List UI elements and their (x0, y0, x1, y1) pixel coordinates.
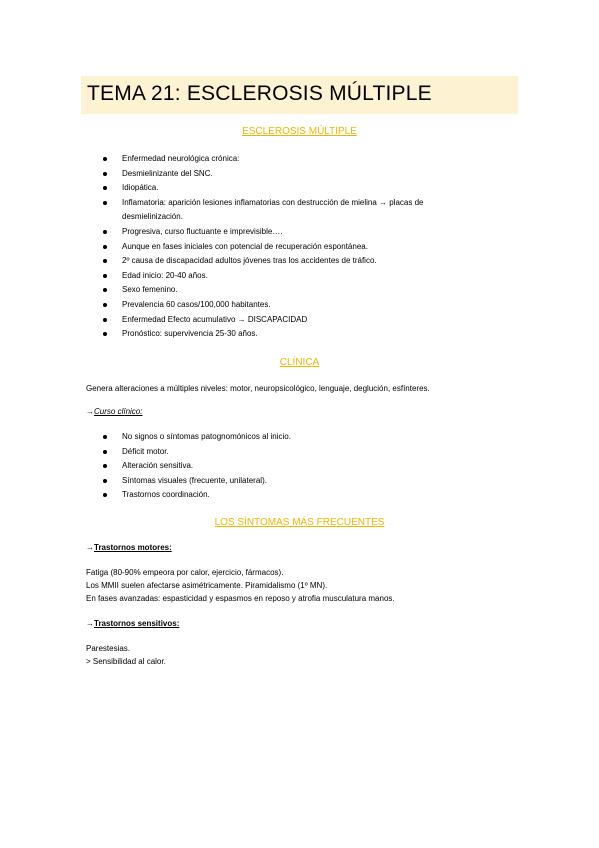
bullet-dot-icon (103, 157, 107, 161)
list-item: 2º causa de discapacidad adultos jóvenes tras los accidentes de tráfico. (86, 254, 424, 269)
bullet-dot-icon (103, 464, 107, 468)
clinica-bullet-list (86, 430, 291, 503)
trastornos-sensitivos-label: Trastornos sensitivos: (94, 619, 180, 628)
clinica-intro: Genera alteraciones a múltiples niveles: motor, neuropsicológico, lenguaje, deglución, esfínteres. (86, 384, 430, 393)
bullet-dot-icon (103, 288, 107, 292)
bullet-dot-icon (103, 450, 107, 454)
esclerosis-bullet-list (86, 152, 424, 342)
list-item: Síntomas visuales (frecuente, unilateral). (86, 474, 291, 489)
arrow-right-icon: → (86, 407, 94, 416)
bullet-dot-icon (103, 435, 107, 439)
list-item: Enfermedad neurológica crónica: (86, 152, 424, 167)
bullet-dot-icon (103, 332, 107, 336)
bullet-dot-icon (103, 303, 107, 307)
bullet-dot-icon (103, 245, 107, 249)
curso-clinico-subheading (86, 407, 142, 416)
bullet-dot-icon (103, 259, 107, 263)
list-item: Prevalencia 60 casos/100,000 habitantes. (86, 298, 424, 313)
trastornos-motores-text (86, 566, 395, 605)
curso-clinico-label: Curso clínico: (94, 407, 143, 416)
bullet-dot-icon (103, 318, 107, 322)
list-item: Idiopática. (86, 181, 424, 196)
bullet-dot-icon (103, 201, 107, 205)
title-band (81, 76, 518, 114)
trastornos-motores-subheading (86, 543, 172, 552)
text-line: En fases avanzadas: espasticidad y espasmos en reposo y atrofia musculatura manos. (86, 594, 395, 603)
bullet-dot-icon (103, 230, 107, 234)
list-item: Aunque en fases iniciales con potencial de recuperación espontánea. (86, 240, 424, 255)
list-item: Edad inicio: 20-40 años. (86, 269, 424, 284)
page-title: TEMA 21: ESCLEROSIS MÚLTIPLE (87, 82, 432, 105)
list-item: Trastornos coordinación. (86, 488, 291, 503)
arrow-right-icon: → (86, 619, 94, 628)
bullet-dot-icon (103, 172, 107, 176)
text-line: Parestesias. (86, 644, 131, 653)
list-item: Inflamatoria: aparición lesiones inflamatorias con destrucción de mielina → placas de desmielinización. (86, 196, 424, 225)
trastornos-sensitivos-text (86, 642, 166, 668)
trastornos-sensitivos-subheading (86, 619, 179, 628)
list-item: Pronóstico: supervivencia 25-30 años. (86, 327, 424, 342)
list-item: Déficit motor. (86, 445, 291, 460)
list-item: Enfermedad Efecto acumulativo → DISCAPACIDAD (86, 313, 424, 328)
list-item: No signos o síntomas patognomónicos al inicio. (86, 430, 291, 445)
arrow-right-icon: → (86, 543, 94, 552)
text-line: > Sensibilidad al calor. (86, 657, 166, 666)
bullet-dot-icon (103, 493, 107, 497)
bullet-dot-icon (103, 274, 107, 278)
trastornos-motores-label: Trastornos motores: (94, 543, 172, 552)
bullet-dot-icon (103, 186, 107, 190)
section-heading-sintomas: LOS SÍNTOMAS MÁS FRECUENTES (214, 517, 385, 528)
list-item: Desmielinizante del SNC. (86, 167, 424, 182)
list-item: Alteración sensitiva. (86, 459, 291, 474)
list-item: Sexo femenino. (86, 283, 424, 298)
section-heading-clinica: CLÍNICA (279, 357, 320, 368)
bullet-dot-icon (103, 479, 107, 483)
text-line: Los MMII suelen afectarse asimétricamente. Piramidalismo (1º MN). (86, 581, 328, 590)
list-item: Progresiva, curso fluctuante e imprevisible…. (86, 225, 424, 240)
section-heading-esclerosis: ESCLEROSIS MÚLTIPLE (242, 126, 357, 137)
text-line: Fatiga (80-90% empeora por calor, ejercicio, fármacos). (86, 568, 284, 577)
